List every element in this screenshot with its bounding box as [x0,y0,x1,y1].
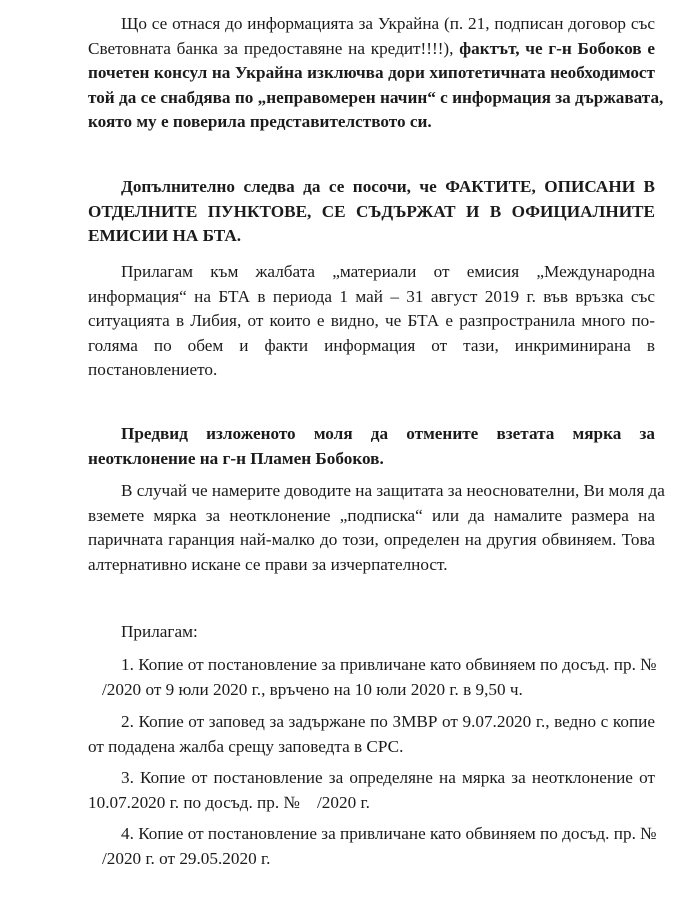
paragraph-line: ситуацията в Либия, от които е видно, че БТА е разпространила много по- [88,311,655,330]
attachment-item [88,766,655,815]
paragraph-line: информация“ на БТА в периода 1 май – 31 август 2019 г. във връзка със [88,286,655,306]
paragraph-line: вземете мярка за неотклонение „подписка“ или да намалите размера на [88,505,655,525]
attachment-line: от подадена жалба срещу заповедта в СРС. [88,736,404,756]
paragraph-line: ОТДЕЛНИТЕ ПУНКТОВЕ, СЕ СЪДЪРЖАТ И В ОФИЦИАЛНИТЕ [88,201,655,221]
attachment-line: 2. Копие от заповед за задържане по ЗМВР от 9.07.2020 г., ведно с копие [121,712,655,731]
caps-fragment: ФАКТИТЕ, ОПИСАНИ В [445,177,655,196]
paragraph-line [88,37,655,62]
paragraph-line: той да се снабдява по „неправомерен начин“ с информация за държавата, [88,87,664,107]
line-text: Световната банка за предоставяне на кредит!!!!), [88,38,460,58]
paragraph-line: Прилагам към жалбата „материали от емисия „Международна [121,262,655,281]
attachment-line: 4. Копие от постановление за привличане като обвиняем по досъд. пр. № [121,824,657,843]
paragraph-line: алтернативно искане се прави за изчерпателност. [88,554,448,574]
attachment-line: 3. Копие от постановление за определяне на мярка за неотклонение от [121,768,655,787]
paragraph-bta-facts [88,175,655,249]
paragraph-line: В случай че намерите доводите на защитата за неоснователни, Ви моля да [121,481,665,500]
paragraph-line: почетен консул на Украйна изключва дори хипотетичната необходимост [88,63,655,82]
bold-fragment: фактът, че г-н Бобоков е [459,38,655,58]
paragraph-line: паричната гаранция най-малко до този, определен на другия обвиняем. Това [88,530,655,549]
attachment-line: /2020 г. от 29.05.2020 г. [102,848,271,868]
line-text: Допълнително следва да се посочи, че [121,177,446,196]
paragraph-line: постановлението. [88,360,218,379]
paragraph-line: ЕМИСИИ НА БТА. [88,226,242,245]
attachment-item [88,710,655,759]
paragraph-alternative [88,479,665,577]
paragraph-line: която му е поверила представителството си. [88,112,432,131]
attachment-item [88,653,655,702]
attachment-item [88,822,655,871]
paragraph-request [88,422,655,471]
paragraph-line: Предвид изложеното моля да отмените взетата мярка за [121,424,655,443]
attachment-line: 10.07.2020 г. по досъд. пр. № /2020 г. [88,792,370,812]
attachment-line: /2020 от 9 юли 2020 г., връчено на 10 юли 2020 г. в 9,50 ч. [102,679,523,699]
attachments-heading [121,620,675,645]
paragraph-ukraine [88,12,664,135]
paragraph-line [88,175,655,200]
paragraph-attach-bta [88,260,655,383]
paragraph-line: голяма по обем и факти информация от тази, инкриминирана в [88,335,655,355]
attachment-line: 1. Копие от постановление за привличане като обвиняем по досъд. пр. № [121,655,657,674]
paragraph-line: Що се отнася до информацията за Украйна (п. 21, подписан договор със [121,14,655,33]
heading-text: Прилагам: [121,622,198,641]
paragraph-line: неотклонение на г-н Пламен Бобоков. [88,448,384,468]
